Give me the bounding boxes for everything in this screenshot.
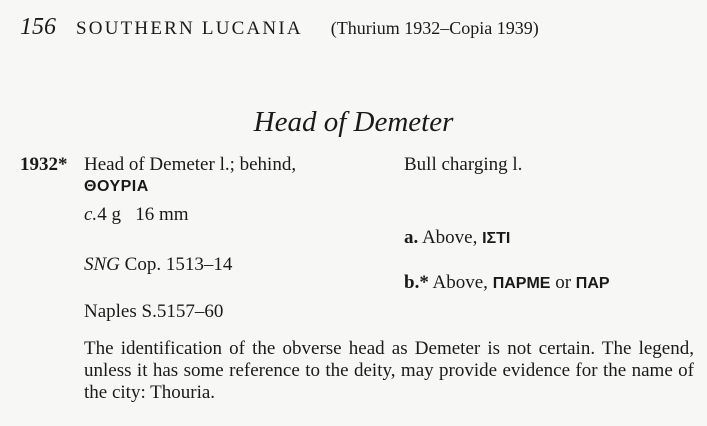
section-title: Head of Demeter — [253, 106, 454, 138]
obverse-description: Head of Demeter l.; behind, — [84, 154, 297, 175]
obverse-legend: ΘΟΥΡΙΑ — [84, 178, 149, 195]
variant-legend: ΠΑΡΜΕ — [492, 275, 551, 292]
reverse-description: Bull charging l. — [404, 154, 523, 175]
entry-number: 1932* — [20, 154, 68, 175]
variant-legend-alt: ΠΑΡ — [575, 275, 610, 292]
coin-weight-diameter — [84, 204, 189, 226]
variant-text: Above, — [428, 272, 493, 293]
reverse-variant-a — [404, 227, 510, 249]
weight-prefix: c. — [84, 204, 98, 225]
page-number: 156 — [20, 14, 56, 40]
reverse-variant-b — [404, 272, 610, 294]
sng-number: Cop. 1513–14 — [119, 254, 233, 275]
weight-value: 4 g — [97, 204, 121, 225]
variant-joiner: or — [550, 272, 576, 293]
variant-text: Above, — [418, 227, 483, 248]
commentary-paragraph: The identification of the obverse head as Demeter is not certain. The legend, unless it has some reference to the deity, may provide evidence for the name of the city: Thouria. — [84, 338, 694, 403]
page-header — [20, 14, 539, 41]
sng-reference — [84, 254, 232, 276]
diameter-value: 16 mm — [135, 204, 189, 225]
catalogue-range: (Thurium 1932–Copia 1939) — [330, 18, 539, 38]
variant-legend: ΙΣΤΙ — [482, 230, 511, 247]
sng-abbrev: SNG — [84, 254, 120, 275]
variant-label: a. — [404, 227, 419, 248]
running-title: SOUTHERN LUCANIA — [76, 18, 303, 39]
naples-reference: Naples S.5157–60 — [84, 301, 224, 322]
variant-label: b.* — [404, 272, 429, 293]
